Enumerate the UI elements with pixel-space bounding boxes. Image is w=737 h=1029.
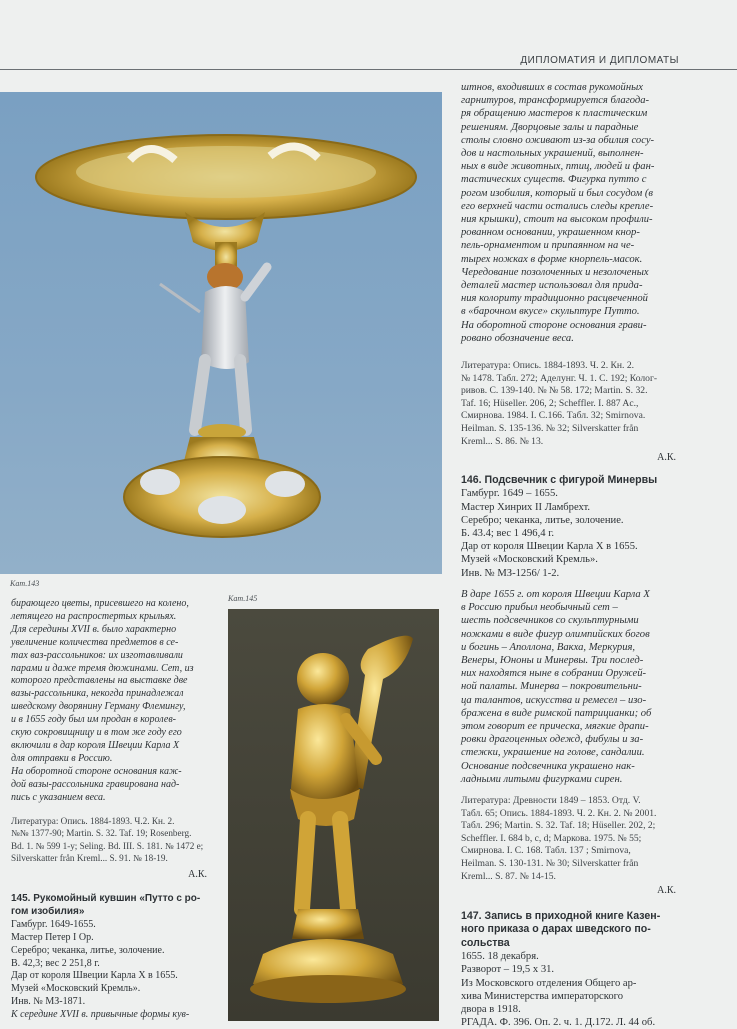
text-line: вазы-рассольника, некогда принадлежал — [11, 688, 184, 700]
text-line: Разворот – 19,5 х 31. — [461, 964, 555, 976]
text-line: Инв. № МЗ-1871. — [11, 996, 86, 1008]
entry-title: сольства — [461, 936, 510, 949]
text-line: хива Министерства императорского — [461, 990, 624, 1002]
text-line: Heilman. S. 130-131. № 30; Silverskatter från — [461, 857, 639, 869]
text-line: тах ваз-рассольников: их изготавливали — [11, 649, 183, 661]
text-line: которого представлены на выставке две — [11, 675, 188, 687]
text-line: стежки, украшение на голове, сандалии. — [461, 747, 645, 759]
text-line: № 1478. Табл. 272; Аделунг. Ч. 1. С. 192; Колог- — [461, 372, 658, 384]
text-line: скую сокровищницу и в том же году его — [11, 727, 182, 739]
text-line: пель-орнаментом и припаянном на че- — [461, 240, 635, 252]
text-line: Дар от короля Швеции Карла Х в 1655. — [461, 541, 638, 553]
text-line: Для середины XVII в. было характерно — [11, 623, 177, 635]
text-line: Табл. 65; Опись. 1884-1893. Ч. 2. Кн. 2. № 2001. — [461, 807, 657, 819]
text-line: рованном основании, украшенном кнор- — [461, 227, 640, 239]
text-line: ца талантов, искусства и ремесел – изо- — [461, 694, 647, 706]
text-line: ривов. С. 139-140. № № 58. 172; Martin. S. 32. — [461, 385, 648, 397]
text-line: дой вазы-рассольника гравирована над- — [11, 778, 180, 790]
text-line: увеличение количества предметов в се- — [11, 636, 179, 648]
text-line: 1655. 18 декабря. — [461, 951, 539, 963]
text-line: ря обращению мастеров к пластическим — [461, 108, 648, 120]
text-line: Венеры, Юноны и Минервы. Три послед- — [461, 655, 644, 667]
putto-ewer-with-cornucopia-icon — [228, 609, 439, 1021]
text-line: Основание подсвечника украшено нак- — [461, 760, 635, 772]
text-line: Мастер Хинрих II Ламбрехт. — [461, 501, 591, 513]
text-line: Музей «Московский Кремль». — [11, 983, 141, 995]
author-initials: А.К. — [657, 452, 676, 463]
entry-145 — [11, 892, 223, 1022]
text-line: Kreml... S. 87. № 14-15. — [461, 870, 556, 882]
header-rule — [0, 69, 737, 70]
text-line: шесть подсвечников со скульптурными — [461, 615, 639, 627]
text-line: Из Московского отделения Общего ар- — [461, 977, 637, 989]
col-left-literature — [11, 815, 223, 865]
text-line: шведскому дворянину Герману Флемингу, — [11, 701, 186, 713]
text-line: ной палаты. Минерва – покровительни- — [461, 681, 642, 693]
text-line: РГАДА. Ф. 396. Оп. 2. ч. 1. Д.172. Л. 44 об. — [461, 1017, 656, 1029]
entry-title: 145. Рукомойный кувшин «Путто с ро- — [11, 893, 201, 904]
text-line: Смирнова. I. С. 168. Табл. 137 ; Smirnova, — [461, 845, 631, 857]
text-line: тастических существ. Фигурка путто с — [461, 174, 647, 186]
entry-147 — [461, 910, 683, 1029]
tazza-with-putto-figure-icon — [0, 92, 442, 574]
text-line: Чередование позолоченных и незолоченых — [461, 266, 649, 278]
text-line: Инв. № МЗ-1256/ 1-2. — [461, 567, 560, 579]
text-line: и богинь – Аполлона, Вакха, Меркурия, — [461, 641, 636, 653]
text-line: Б. 43.4; вес 1 496,4 г. — [461, 528, 554, 540]
text-line: Литература: Опись. 1884-1893. Ч. 2. Кн. 2. — [461, 360, 635, 371]
text-line: них находятся ныне в собрании Оружей- — [461, 668, 647, 680]
text-line: двора в 1918. — [461, 1004, 521, 1016]
entry-146 — [461, 474, 683, 580]
text-line: бражена в виде римской патрицианки; об — [461, 707, 652, 719]
text-line: гарнитуров, трансформируется благода- — [461, 95, 650, 107]
text-line: включили в дар короля Швеции Карла Х — [11, 739, 180, 751]
text-line: его верхней части остались следы крепле- — [461, 200, 654, 212]
text-line: ния крышки), стоит на высоком профили- — [461, 214, 653, 226]
text-line: ножками в виде фигур олимпийских богов — [461, 628, 650, 640]
text-line: ния колориту традиционно расцвеченной — [461, 293, 648, 305]
text-line: пись с указанием веса. — [11, 791, 106, 803]
entry-146-paragraph — [461, 588, 683, 786]
text-line: для отправки в Россию. — [11, 752, 113, 764]
entry-title: 146. Подсвечник с фигурой Минервы — [461, 474, 658, 486]
text-line: ровки драгоценных одежд, фибулы и за- — [461, 734, 644, 746]
text-line: Heilman. S. 135-136. № 32; Silverskatter från — [461, 422, 639, 434]
text-line: и в 1655 году был им продан в королев- — [11, 714, 177, 726]
text-line: в Россию прибыл необычный сет – — [461, 602, 618, 614]
text-line: Kreml... S. 86. № 13. — [461, 435, 544, 447]
text-line: ных в виде животных, птиц, людей и фан- — [461, 161, 655, 173]
text-line: К середине XVII в. привычные формы кув- — [11, 1009, 190, 1021]
text-line: Scheffler. I. 684 b, c, d; Маркова. 1975. № 55; — [461, 832, 642, 844]
text-line: Гамбург. 1649-1655. — [11, 918, 96, 930]
text-line: Bd. 1. № 599 1-у; Seling. Bd. III. S. 181. № 1472 е; — [11, 840, 204, 851]
text-line: Silverskatter från Kreml... S. 91. № 18-19. — [11, 853, 168, 864]
caption-photo2: Кат.145 — [228, 594, 258, 603]
author-initials: А.К. — [657, 885, 676, 896]
text-line: Серебро; чеканка, литье, золочение. — [11, 944, 165, 956]
text-line: ровано обозначение веса. — [461, 332, 574, 344]
text-line: На оборотной стороне основания грави- — [461, 319, 647, 331]
text-line: Табл. 296; Martin. S. 32. Taf. 18; Hüseller. 202, 2; — [461, 820, 656, 832]
col-left-paragraph — [11, 598, 223, 805]
text-line: деталей мастер использовал для прида- — [461, 280, 643, 292]
running-header: ДИПЛОМАТИЯ И ДИПЛОМАТЫ — [520, 55, 679, 66]
text-line: В даре 1655 г. от короля Швеции Карла Х — [461, 589, 650, 600]
text-line: решениям. Дворцовые залы и парадные — [461, 121, 639, 133]
col2-top-paragraph — [461, 81, 683, 345]
text-line: Литература: Опись. 1884-1893. Ч.2. Кн. 2. — [11, 816, 175, 826]
text-line: Серебро; чеканка, литье, золочение. — [461, 514, 624, 526]
text-line: в «барочном вкусе» скульптуре Путто. — [461, 306, 640, 318]
text-line: парами и даже тремя дюжинами. Сет, из — [11, 662, 194, 674]
text-line: Taf. 16; Hüseller. 206, 2; Scheffler. I. 887 Ac., — [461, 397, 639, 409]
author-initials: А.К. — [188, 869, 207, 880]
text-line: Мастер Петер I Ор. — [11, 931, 94, 943]
text-line: Музей «Московский Кремль». — [461, 554, 598, 566]
text-line: бирающего цветы, присевшего на колено, — [11, 598, 189, 609]
entry-title: ного приказа о дарах шведского по- — [461, 923, 651, 936]
photo-putto-ewer — [228, 609, 439, 1021]
text-line: ладными литыми фигурками сирен. — [461, 773, 623, 785]
entry-title: гом изобилия» — [11, 906, 85, 918]
text-line: этом говорит ее прическа, мягкие драпи- — [461, 721, 649, 733]
text-line: штнов, входивших в состав рукомойных — [461, 82, 643, 93]
text-line: Гамбург. 1649 – 1655. — [461, 488, 558, 500]
text-line: Литература: Древности 1849 – 1853. Отд. V. — [461, 795, 641, 806]
entry-title: 147. Запись в приходной книге Казен- — [461, 910, 661, 922]
text-line: тырех ножках в форме кнорпель-масок. — [461, 253, 643, 265]
text-line: летящего на распростертых крыльях. — [11, 610, 177, 622]
text-line: дов и настольных украшений, выполнен- — [461, 148, 644, 160]
caption-photo1: Кат.143 — [10, 579, 40, 588]
text-line: рогом изобилия, который и был сосудом (в — [461, 187, 653, 199]
text-line: В. 42,3; вес 2 251,8 г. — [11, 957, 100, 969]
text-line: Смирнова. 1984. I. С.166. Табл. 32; Smirnova. — [461, 410, 646, 422]
text-line: На оборотной стороне основания каж- — [11, 765, 182, 777]
text-line: столы словно оживают из-за обилия сосу- — [461, 134, 655, 146]
col2-top-literature — [461, 360, 683, 448]
text-line: Дар от короля Швеции Карла Х в 1655. — [11, 970, 178, 982]
photo-tazza — [0, 92, 442, 574]
entry-146-literature — [461, 795, 683, 883]
text-line: №№ 1377-90; Martin. S. 32. Taf. 19; Rosenberg. — [11, 828, 192, 839]
